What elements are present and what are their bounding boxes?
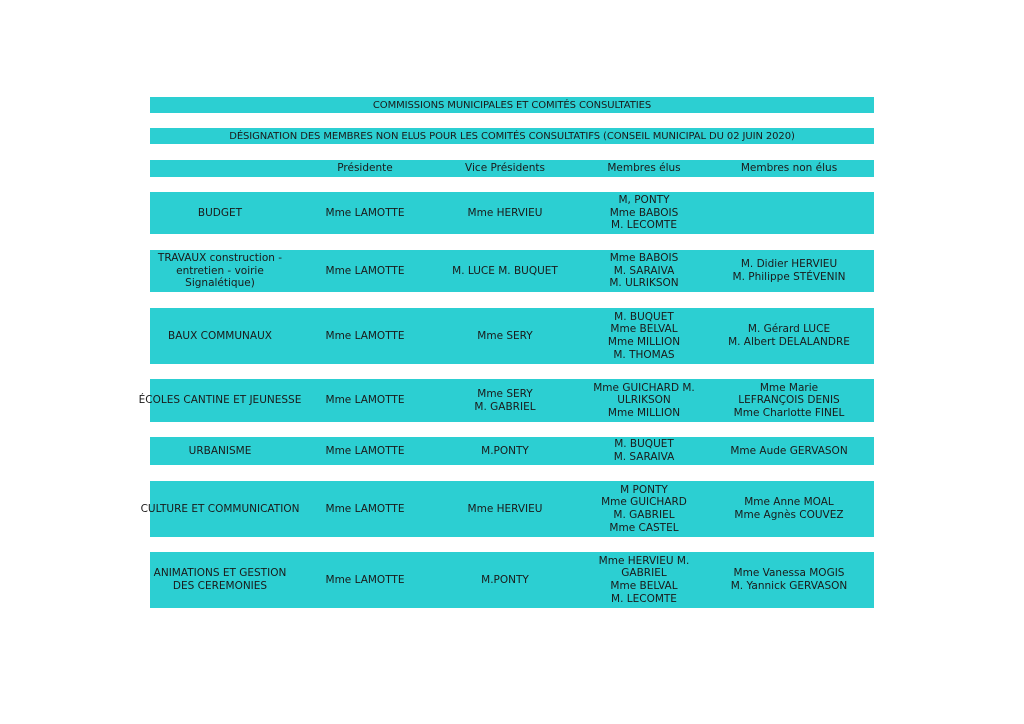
membres-elus-cell xyxy=(580,194,708,232)
commission-name xyxy=(138,394,302,407)
table-row xyxy=(150,552,874,608)
cell-line: CULTURE ET COMMUNICATION xyxy=(140,502,300,515)
presidente-cell xyxy=(300,503,430,516)
cell-line: ANIMATIONS ET GESTION xyxy=(153,567,287,580)
cell-line: M.PONTY xyxy=(481,573,529,586)
cell-line: M. Albert DELALANDRE xyxy=(728,336,850,348)
cell-line: GABRIEL xyxy=(621,567,667,580)
presidente-cell xyxy=(300,445,430,458)
cell-line: M, PONTY xyxy=(618,194,670,207)
document-title xyxy=(150,97,874,113)
cell-line: Mme BELVAL xyxy=(610,580,678,592)
commission-name xyxy=(150,445,290,458)
presidente-cell xyxy=(300,265,430,278)
cell-line: Mme Anne MOAL xyxy=(744,496,834,509)
cell-line: M. THOMAS xyxy=(613,348,675,361)
cell-line: M. Yannick GERVASON xyxy=(730,580,848,592)
cell-line: M. LECOMTE xyxy=(611,219,677,232)
presidente-cell xyxy=(300,207,430,220)
cell-line: URBANISME xyxy=(188,444,252,457)
cell-line: Mme HERVIEU xyxy=(467,502,543,515)
cell-line: Mme LAMOTTE xyxy=(325,502,405,515)
vice-presidents-cell xyxy=(430,445,580,458)
membres-non-elus-cell xyxy=(714,496,864,521)
subtitle-text: DÉSIGNATION DES MEMBRES NON ELUS POUR LES COMITÉS CONSULTATIFS (CONSEIL MUNICIPAL DU 02 JUIN 2020) xyxy=(229,130,795,142)
cell-line: Mme MILLION xyxy=(607,336,681,348)
cell-line: Signalétique) xyxy=(185,277,255,290)
cell-line: Mme BABOIS xyxy=(609,252,679,265)
cell-line: Mme HERVIEU xyxy=(467,206,543,219)
cell-line: ULRIKSON xyxy=(617,394,671,407)
cell-line: Mme Charlotte FINEL xyxy=(733,406,845,419)
membres-non-elus-cell xyxy=(714,258,864,283)
table-row xyxy=(150,192,874,234)
cell-line: M PONTY xyxy=(620,483,668,496)
presidente-cell xyxy=(300,330,430,343)
vice-presidents-cell xyxy=(430,574,580,587)
table-row xyxy=(138,379,874,422)
cell-line: Mme Marie xyxy=(759,381,819,394)
cell-line: M. Philippe STÉVENIN xyxy=(732,271,846,283)
cell-line: Mme LAMOTTE xyxy=(325,206,405,219)
header-presidente: Présidente xyxy=(337,162,393,175)
cell-line: Mme LAMOTTE xyxy=(325,329,405,342)
cell-line: Mme SERY xyxy=(477,387,533,400)
cell-line: M. GABRIEL xyxy=(613,509,675,521)
presidente-cell xyxy=(300,394,430,407)
title-text: COMMISSIONS MUNICIPALES ET COMITÉS CONSULTATIES xyxy=(372,99,652,111)
table-row xyxy=(150,250,874,292)
cell-line: DES CEREMONIES xyxy=(172,580,268,592)
membres-elus-cell xyxy=(580,438,708,463)
cell-line: LEFRANÇOIS DENIS xyxy=(738,394,840,407)
commission-name xyxy=(140,502,300,516)
cell-line: Mme LAMOTTE xyxy=(325,394,405,407)
membres-elus-cell xyxy=(580,252,708,290)
table-row xyxy=(150,308,874,364)
cell-line: Mme Vanessa MOGIS xyxy=(733,567,845,580)
membres-non-elus-cell xyxy=(714,382,864,420)
cell-line: M.PONTY xyxy=(481,444,529,457)
membres-elus-cell xyxy=(580,484,708,534)
cell-line: M. BUQUET xyxy=(614,438,674,451)
cell-line: Mme CASTEL xyxy=(609,521,679,534)
cell-line: BAUX COMMUNAUX xyxy=(168,329,272,342)
commission-name xyxy=(150,207,290,220)
vice-presidents-cell xyxy=(430,503,580,516)
cell-line: Mme LAMOTTE xyxy=(325,444,405,457)
cell-line: Mme HERVIEU M. xyxy=(598,554,690,567)
cell-line: M. ULRIKSON xyxy=(609,277,679,290)
cell-line: M. GABRIEL xyxy=(474,400,536,413)
cell-line: M. Didier HERVIEU xyxy=(740,258,838,271)
commission-name xyxy=(150,567,290,592)
cell-line: M. BUQUET xyxy=(614,310,674,323)
cell-line: Mme SERY xyxy=(477,329,533,342)
header-membres-elus: Membres élus xyxy=(607,162,681,175)
presidente-cell xyxy=(300,574,430,587)
membres-non-elus-cell xyxy=(714,323,864,348)
membres-elus-cell xyxy=(580,382,708,420)
cell-line: M. SARAIVA xyxy=(613,451,675,463)
membres-elus-cell xyxy=(580,311,708,361)
cell-line: Mme GUICHARD M. xyxy=(593,381,695,394)
vice-presidents-cell xyxy=(430,388,580,413)
cell-line: entretien - voirie xyxy=(176,264,264,277)
membres-elus-cell xyxy=(580,555,708,605)
cell-line: BUDGET xyxy=(197,206,243,219)
cell-line: Mme LAMOTTE xyxy=(325,573,405,586)
cell-line: M. Gérard LUCE xyxy=(747,323,831,336)
cell-line: Mme Aude GERVASON xyxy=(730,444,848,457)
document-subtitle xyxy=(150,128,874,144)
cell-line: Mme BELVAL xyxy=(610,323,678,336)
header-vice-presidents: Vice Présidents xyxy=(465,162,545,175)
table-row xyxy=(140,481,874,537)
cell-line: Mme BABOIS xyxy=(609,206,679,219)
membres-non-elus-cell xyxy=(714,445,864,458)
vice-presidents-cell xyxy=(430,207,580,220)
cell-line: M. SARAIVA xyxy=(613,264,675,277)
vice-presidents-cell xyxy=(430,265,580,278)
cell-line: Mme MILLION xyxy=(607,406,681,419)
commission-name xyxy=(150,330,290,343)
table-row xyxy=(150,437,874,465)
cell-line: Mme LAMOTTE xyxy=(325,264,405,277)
vice-presidents-cell xyxy=(430,330,580,343)
cell-line: TRAVAUX construction - xyxy=(157,252,283,265)
cell-line: M. LUCE M. BUQUET xyxy=(452,264,558,277)
cell-line: ÉCOLES CANTINE ET JEUNESSE xyxy=(138,394,302,407)
cell-line: Mme Agnès COUVEZ xyxy=(734,509,844,521)
commission-name xyxy=(150,252,290,290)
cell-line: Mme GUICHARD xyxy=(601,496,687,509)
membres-non-elus-cell xyxy=(714,567,864,592)
cell-line: M. LECOMTE xyxy=(611,592,677,605)
header-membres-non-elus: Membres non élus xyxy=(740,162,838,175)
table-header xyxy=(150,160,874,177)
